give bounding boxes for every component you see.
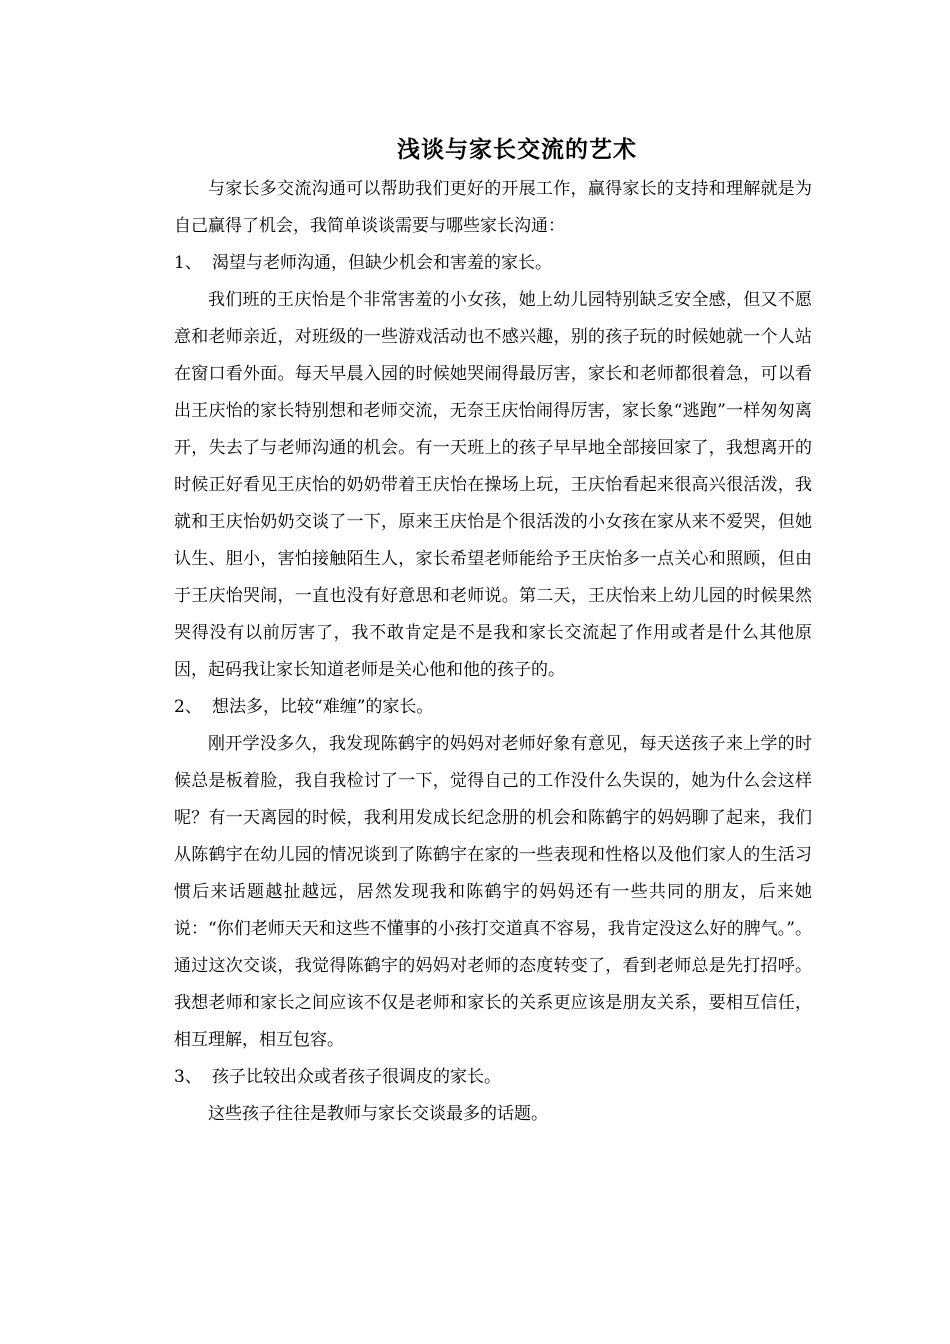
intro-paragraph: 与家长多交流沟通可以帮助我们更好的开展工作，赢得家长的支持和理解就是为自己赢得了机会，我简单谈谈需要与哪些家长沟通：: [174, 179, 812, 236]
section-2-heading: [174, 689, 812, 726]
section-1-paragraph: 我们班的王庆怡是个非常害羞的小女孩，她上幼儿园特别缺乏安全感，但又不愿意和老师亲近，对班级的一些游戏活动也不感兴趣，别的孩子玩的时候她就一个人站在窗口看外面。每天早晨入园的时候她哭闹得最厉害，家长和老师都很着急，可以看出王庆怡的家长特别想和老师交流，无奈王庆怡闹得厉害，家长象“逃跑”一样匆匆离开，失去了与老师沟通的机会。有一天班上的孩子早早地全部接回家了，我想离开的时候正好看见王庆怡的奶奶带着王庆怡在操场上玩，王庆怡看起来很高兴很活泼，我就和王庆怡奶奶交谈了一下，原来王庆怡是个很活泼的小女孩在家从来不爱哭，但她认生、胆小，害怕接触陌生人，家长希望老师能给予王庆怡多一点关心和照顾，但由于王庆怡哭闹，一直也没有好意思和老师说。第二天，王庆怡来上幼儿园的时候果然哭得没有以前厉害了，我不敢肯定是不是我和家长交流起了作用或者是什么其他原因，起码我让家长知道老师是关心他和他的孩子的。: [174, 290, 812, 680]
section-2-heading-text: 想法多，比较“难缠”的家长。: [212, 697, 434, 717]
document-body: [174, 171, 812, 1133]
section-3-heading: [174, 1059, 812, 1096]
section-3-number: 3、: [174, 1067, 202, 1087]
section-3-paragraph: 这些孩子往往是教师与家长交谈最多的话题。: [208, 1104, 548, 1124]
section-2-paragraph: 刚开学没多久，我发现陈鹤宇的妈妈对老师好象有意见，每天送孩子来上学的时候总是板着脸，我自我检讨了一下，觉得自己的工作没什么失误的，她为什么会这样呢？有一天离园的时候，我利用发成长纪念册的机会和陈鹤宇的妈妈聊了起来，我们从陈鹤宇在幼儿园的情况谈到了陈鹤宇在家的一些表现和性格以及他们家人的生活习惯后来话题越扯越远，居然发现我和陈鹤宇的妈妈还有一些共同的朋友，后来她说：“你们老师天天和这些不懂事的小孩打交道真不容易，我肯定没这么好的脾气。”。通过这次交谈，我觉得陈鹤宇的妈妈对老师的态度转变了，看到老师总是先打招呼。我想老师和家长之间应该不仅是老师和家长的关系更应该是朋友关系，要相互信任，相互理解，相互包容。: [174, 734, 812, 1050]
section-3-heading-text: 孩子比较出众或者孩子很调皮的家长。: [212, 1067, 501, 1087]
section-1-number: 1、: [174, 253, 202, 273]
section-1-heading: [174, 245, 812, 282]
document-title: 浅谈与家长交流的艺术: [397, 136, 637, 163]
section-2-number: 2、: [174, 697, 202, 717]
section-1-heading-text: 渴望与老师沟通，但缺少机会和害羞的家长。: [212, 253, 552, 273]
